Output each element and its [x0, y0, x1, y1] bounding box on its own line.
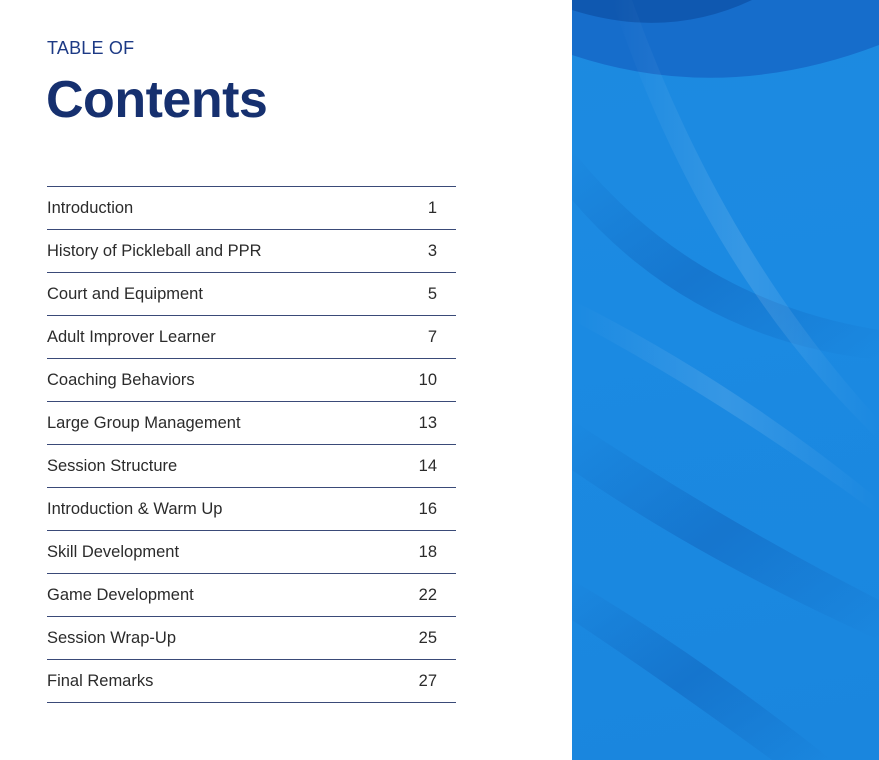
toc-entry-page: 5	[427, 284, 437, 303]
toc-entry[interactable]	[47, 488, 456, 531]
toc-entry-page: 18	[418, 542, 437, 561]
toc-entry-label: Introduction & Warm Up	[47, 499, 223, 518]
toc-entry[interactable]	[47, 445, 456, 488]
toc-entry-label: Skill Development	[47, 542, 180, 561]
toc-entry-label: History of Pickleball and PPR	[47, 241, 262, 260]
toc-entry[interactable]	[47, 316, 456, 359]
toc-entry-page: 10	[418, 370, 437, 389]
toc-entry[interactable]	[47, 187, 456, 230]
toc-entry-page: 14	[418, 456, 437, 475]
page-title: Contents	[46, 71, 268, 129]
toc-entry[interactable]	[47, 359, 456, 402]
toc-entry[interactable]	[47, 574, 456, 617]
toc-entry-page: 13	[418, 413, 437, 432]
toc-entry[interactable]	[47, 230, 456, 273]
toc-entry-page: 22	[418, 585, 437, 604]
toc-entry-label: Game Development	[47, 585, 194, 604]
toc-entry[interactable]	[47, 402, 456, 445]
toc-entry-label: Adult Improver Learner	[47, 327, 216, 346]
toc-entry-page: 7	[427, 327, 437, 346]
decorative-blue-panel	[572, 0, 879, 760]
toc-entry-page: 25	[418, 628, 437, 647]
toc-entry[interactable]	[47, 660, 456, 703]
fabric-texture-graphic	[572, 0, 879, 760]
toc-entry-label: Session Wrap-Up	[47, 628, 176, 647]
toc-entry[interactable]	[47, 531, 456, 574]
toc-entry[interactable]	[47, 617, 456, 660]
table-of-contents	[47, 186, 456, 703]
toc-entry-page: 3	[427, 241, 437, 260]
toc-entry-page: 1	[427, 198, 437, 217]
toc-entry-label: Introduction	[47, 198, 134, 217]
toc-entry-label: Court and Equipment	[47, 284, 203, 303]
toc-entry-label: Final Remarks	[47, 671, 154, 690]
toc-entry-label: Session Structure	[47, 456, 178, 475]
overline-label: TABLE OF	[47, 38, 135, 58]
toc-entry[interactable]	[47, 273, 456, 316]
toc-entry-label: Large Group Management	[47, 413, 241, 432]
toc-entry-label: Coaching Behaviors	[47, 370, 195, 389]
toc-entry-page: 27	[418, 671, 437, 690]
toc-entry-page: 16	[418, 499, 437, 518]
